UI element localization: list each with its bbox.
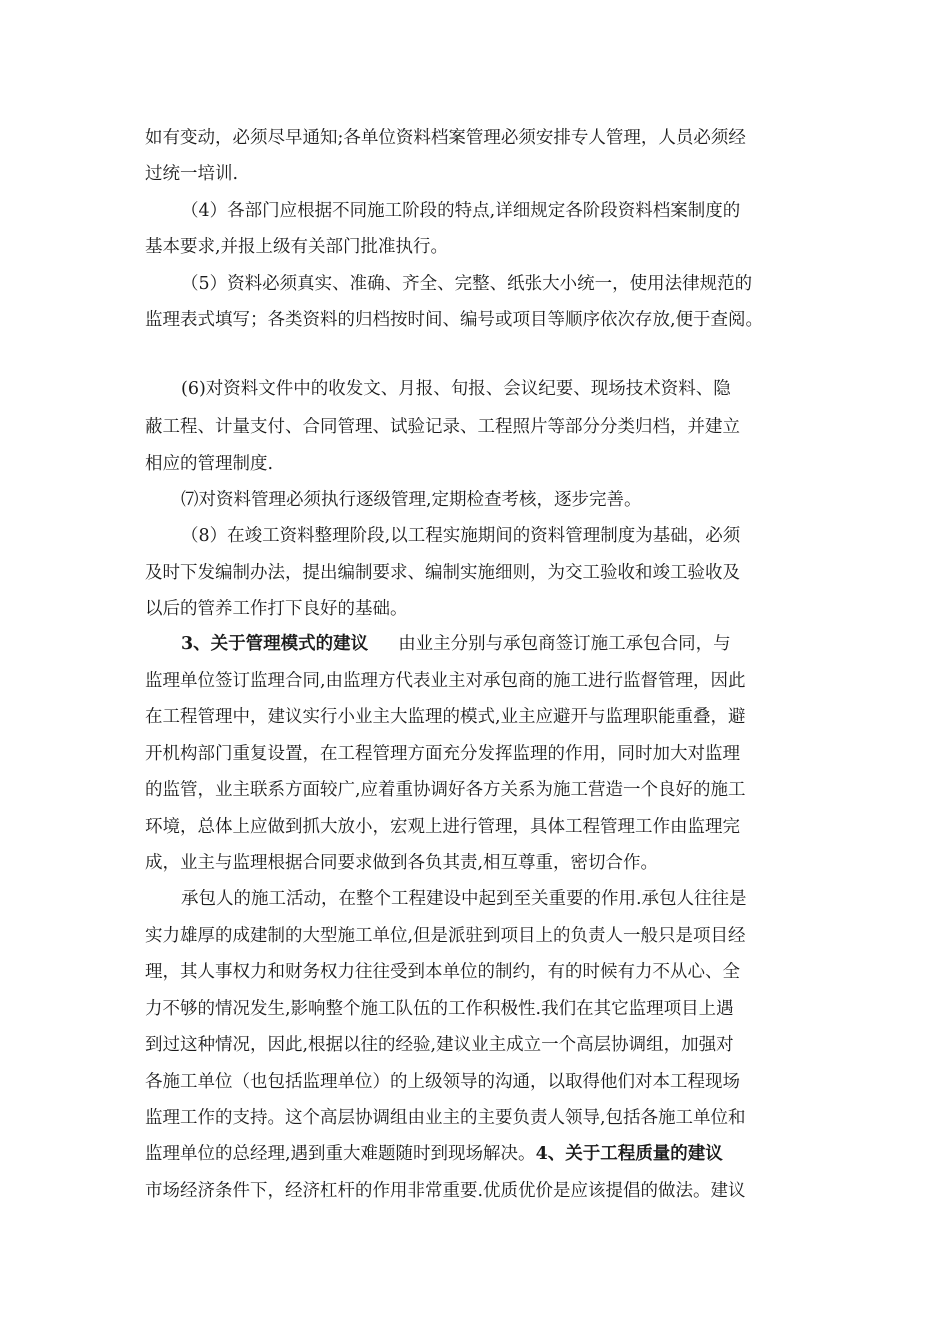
- text-span: 监理单位的总经理,遇到重大难题随时到现场解决。: [145, 1144, 536, 1164]
- text-line: 过统一培训.: [145, 164, 239, 184]
- section-heading: 3、关于管理模式的建议: [181, 634, 369, 654]
- text-line: 承包人的施工活动，在整个工程建设中起到至关重要的作用.承包人往往是: [181, 889, 747, 909]
- text-line: 监理工作的支持。这个高层协调组由业主的主要负责人领导,包括各施工单位和: [145, 1108, 746, 1128]
- text-line: 实力雄厚的成建制的大型施工单位,但是派驻到项目上的负责人一般只是项目经: [145, 926, 746, 946]
- text-line: 相应的管理制度.: [145, 454, 274, 474]
- text-line: 在工程管理中，建议实行小业主大监理的模式,业主应避开与监理职能重叠，避: [145, 707, 746, 727]
- text-line: 的监管，业主联系方面较广,应着重协调好各方关系为施工营造一个良好的施工: [145, 780, 746, 800]
- text-line: 如有变动，必须尽早通知;各单位资料档案管理必须安排专人管理，人员必须经: [145, 128, 746, 148]
- text-span: 由业主分别与承包商签订施工承包合同，与: [398, 634, 731, 654]
- text-line: 蔽工程、计量支付、合同管理、试验记录、工程照片等部分分类归档，并建立: [145, 417, 740, 437]
- section-heading: 4、关于工程质量的建议: [535, 1144, 723, 1164]
- text-line: （8）在竣工资料整理阶段,以工程实施期间的资料管理制度为基础，必须: [181, 526, 741, 546]
- text-line: （5）资料必须真实、准确、齐全、完整、纸张大小统一，使用法律规范的: [181, 274, 753, 294]
- text-line: 力不够的情况发生,影响整个施工队伍的工作积极性.我们在其它监理项目上遇: [145, 999, 734, 1019]
- text-line: ⑺对资料管理必须执行逐级管理,定期检查考核，逐步完善。: [181, 490, 642, 510]
- text-line: 到过这种情况，因此,根据以往的经验,建议业主成立一个高层协调组，加强对: [145, 1035, 734, 1055]
- text-line: 基本要求,并报上级有关部门批准执行。: [145, 237, 449, 257]
- section-3-line: [181, 633, 731, 655]
- text-line: 市场经济条件下，经济杠杆的作用非常重要.优质优价是应该提倡的做法。建议: [145, 1181, 746, 1201]
- text-line: （4）各部门应根据不同施工阶段的特点,详细规定各阶段资料档案制度的: [181, 201, 741, 221]
- text-line: 开机构部门重复设置，在工程管理方面充分发挥监理的作用，同时加大对监理: [145, 744, 740, 764]
- text-line: 成，业主与监理根据合同要求做到各负其责,相互尊重，密切合作。: [145, 853, 659, 873]
- text-line: 理，其人事权力和财务权力往往受到本单位的制约，有的时候有力不从心、全: [145, 962, 740, 982]
- text-line: 环境，总体上应做到抓大放小，宏观上进行管理，具体工程管理工作由监理完: [145, 817, 740, 837]
- text-line: (6)对资料文件中的收发文、月报、旬报、会议纪要、现场技术资料、隐: [181, 379, 731, 399]
- text-line: 以后的管养工作打下良好的基础。: [145, 599, 408, 619]
- text-line: 监理表式填写；各类资料的归档按时间、编号或项目等顺序依次存放,便于查阅。: [145, 310, 764, 330]
- text-line: 及时下发编制办法，提出编制要求、编制实施细则，为交工验收和竣工验收及: [145, 563, 740, 583]
- section-4-line: [145, 1143, 723, 1165]
- text-line: 监理单位签订监理合同,由监理方代表业主对承包商的施工进行监督管理，因此: [145, 671, 746, 691]
- text-line: 各施工单位（也包括监理单位）的上级领导的沟通，以取得他们对本工程现场: [145, 1072, 740, 1092]
